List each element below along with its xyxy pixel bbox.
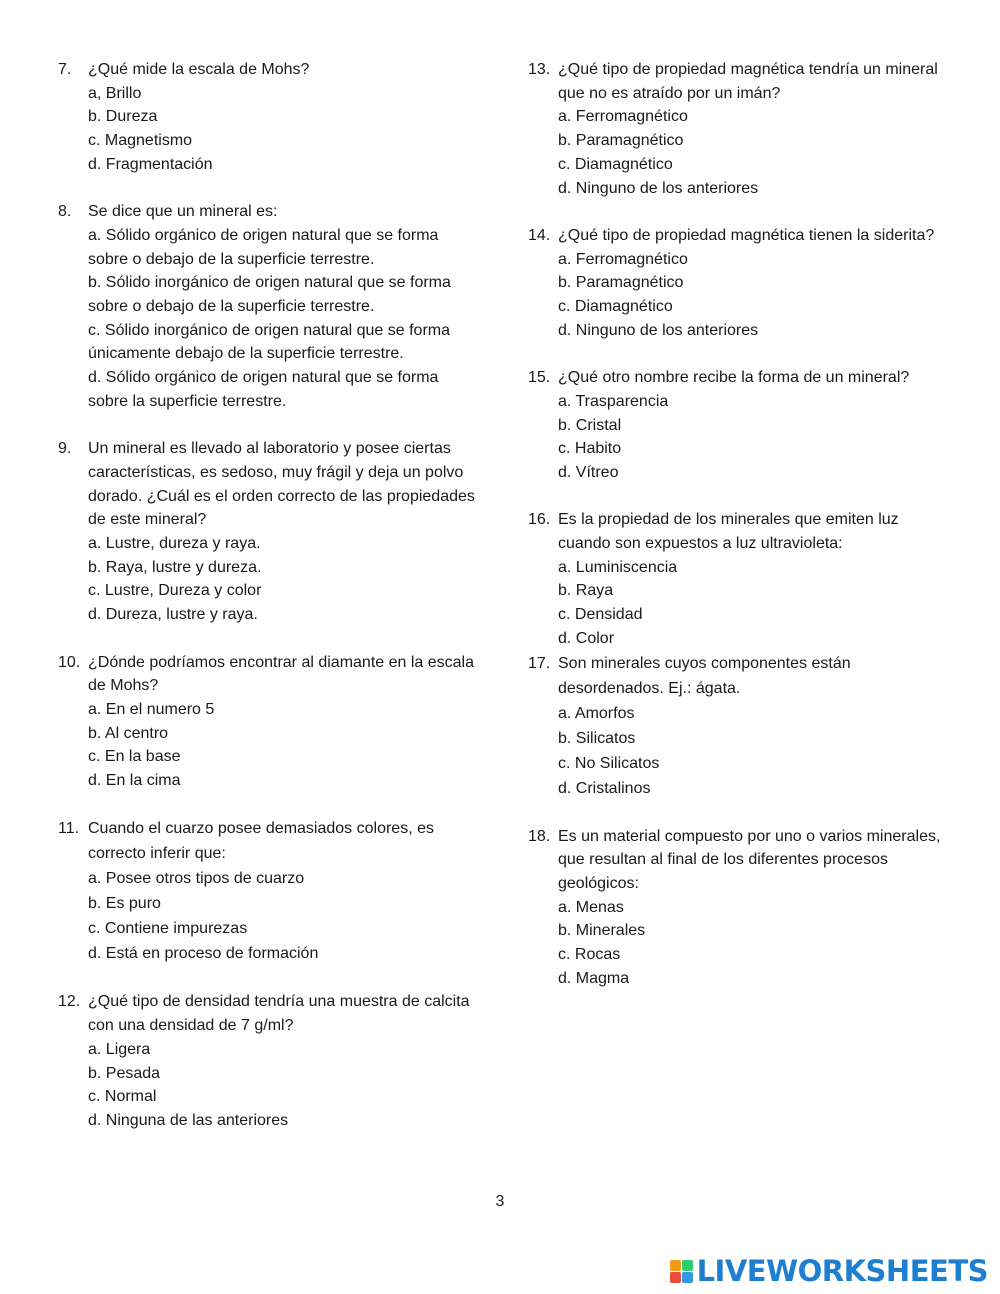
option-c[interactable]: c. Diamagnético <box>558 298 673 316</box>
question-text: Se dice que un mineral es: <box>88 203 278 221</box>
option-b[interactable]: b. Sólido inorgánico de origen natural que se forma sobre o debajo de la superficie terrestre. <box>88 274 451 316</box>
option-b[interactable]: b. Silicatos <box>558 729 636 747</box>
option-b[interactable]: b. Paramagnético <box>558 132 684 150</box>
option-a[interactable]: a. Ligera <box>88 1040 151 1058</box>
option-d[interactable]: d. Magma <box>558 969 630 987</box>
option-c[interactable]: c. Magnetismo <box>88 132 193 150</box>
question-text: ¿Qué tipo de propiedad magnética tienen la siderita? <box>558 226 935 244</box>
option-d[interactable]: d. Sólido orgánico de origen natural que se forma sobre la superficie terrestre. <box>88 369 439 410</box>
question-number: 14. <box>528 226 551 244</box>
option-a[interactable]: a. Amorfos <box>558 704 635 722</box>
option-b[interactable]: b. Pesada <box>88 1064 161 1082</box>
option-c[interactable]: c. Diamagnético <box>558 155 673 173</box>
question-14 <box>528 224 948 343</box>
logo-block <box>682 1260 693 1271</box>
option-a[interactable]: a. Sólido orgánico de origen natural que se forma sobre o debajo de la superficie terrestre. <box>88 226 439 268</box>
question-16 <box>528 508 948 650</box>
question-8 <box>58 200 478 413</box>
liveworksheets-logo[interactable] <box>670 1254 988 1288</box>
option-a[interactable]: a. Menas <box>558 898 624 916</box>
right-column <box>528 58 948 990</box>
question-text: Es un material compuesto por uno o varios minerales, que resultan al final de los diferentes procesos geológicos: <box>558 827 941 892</box>
question-number: 18. <box>528 827 551 845</box>
option-a[interactable]: a. Ferromagnético <box>558 250 688 268</box>
option-c[interactable]: c. Rocas <box>558 946 621 964</box>
option-d[interactable]: d. En la cima <box>88 772 181 790</box>
question-9 <box>58 437 478 627</box>
option-b[interactable]: b. Raya <box>558 582 614 600</box>
question-number: 17. <box>528 654 551 672</box>
logo-blocks-icon <box>670 1260 693 1283</box>
question-17 <box>528 651 948 801</box>
left-column <box>58 58 478 1133</box>
option-a[interactable]: a, Brillo <box>88 84 142 102</box>
option-c[interactable]: c. No Silicatos <box>558 754 660 772</box>
question-18 <box>528 825 948 991</box>
option-b[interactable]: b. Al centro <box>88 724 169 742</box>
option-c[interactable]: c. Normal <box>88 1088 157 1106</box>
option-b[interactable]: b. Es puro <box>88 895 161 913</box>
logo-block <box>682 1272 693 1283</box>
option-a[interactable]: a. Lustre, dureza y raya. <box>88 535 261 553</box>
question-text: ¿Qué tipo de densidad tendría una muestra de calcita con una densidad de 7 g/ml? <box>88 993 470 1035</box>
logo-block <box>670 1260 681 1271</box>
question-number: 15. <box>528 369 551 387</box>
question-number: 8. <box>58 203 72 221</box>
question-number: 12. <box>58 993 81 1011</box>
question-number: 13. <box>528 61 551 78</box>
option-d[interactable]: d. Ninguna de las anteriores <box>88 1111 289 1129</box>
question-10 <box>58 651 478 793</box>
option-b[interactable]: b. Cristal <box>558 416 622 434</box>
option-d[interactable]: d. Vítreo <box>558 463 619 481</box>
question-15 <box>528 366 948 485</box>
question-12 <box>58 990 478 1132</box>
option-a[interactable]: a. Luminiscencia <box>558 558 678 576</box>
option-d[interactable]: d. Ninguno de los anteriores <box>558 321 759 339</box>
question-number: 11. <box>58 820 80 838</box>
option-a[interactable]: a. Ferromagnético <box>558 108 688 126</box>
question-text: Es la propiedad de los minerales que emiten luz cuando son expuestos a luz ultravioleta: <box>558 511 899 553</box>
question-text: Cuando el cuarzo posee demasiados colores, es correcto inferir que: <box>88 820 434 863</box>
option-d[interactable]: d. Está en proceso de formación <box>88 945 319 963</box>
question-text: ¿Qué tipo de propiedad magnética tendría un mineral que no es atraído por un imán? <box>558 61 938 102</box>
option-c[interactable]: c. Contiene impurezas <box>88 920 248 938</box>
question-text: ¿Dónde podríamos encontrar al diamante en la escala de Mohs? <box>88 653 474 695</box>
question-number: 7. <box>58 61 72 78</box>
option-d[interactable]: d. Fragmentación <box>88 155 213 173</box>
question-number: 9. <box>58 440 72 458</box>
logo-text: LIVEWORKSHEETS <box>696 1254 988 1288</box>
option-c[interactable]: c. Sólido inorgánico de origen natural que se forma únicamente debajo de la superficie terrestre. <box>88 321 450 363</box>
option-c[interactable]: c. En la base <box>88 748 181 766</box>
page-number: 3 <box>495 1193 505 1210</box>
question-text: ¿Qué mide la escala de Mohs? <box>88 61 310 78</box>
logo-block <box>670 1272 681 1283</box>
option-a[interactable]: a. Posee otros tipos de cuarzo <box>88 870 305 888</box>
option-c[interactable]: c. Densidad <box>558 606 643 624</box>
option-b[interactable]: b. Raya, lustre y dureza. <box>88 558 262 576</box>
option-b[interactable]: b. Paramagnético <box>558 274 684 292</box>
question-13 <box>528 58 948 200</box>
option-d[interactable]: d. Ninguno de los anteriores <box>558 179 759 197</box>
option-b[interactable]: b. Minerales <box>558 922 646 940</box>
question-text: Un mineral es llevado al laboratorio y posee ciertas características, es sedoso, muy frágil y deja un polvo dorado. ¿Cuál es el orden correcto de las propiedades de este mineral? <box>88 440 475 529</box>
option-b[interactable]: b. Dureza <box>88 108 158 126</box>
option-c[interactable]: c. Lustre, Dureza y color <box>88 582 262 600</box>
question-text: Son minerales cuyos componentes están desordenados. Ej.: ágata. <box>558 654 851 697</box>
option-d[interactable]: d. Color <box>558 629 615 647</box>
question-number: 16. <box>528 511 551 529</box>
question-11 <box>58 816 478 966</box>
option-d[interactable]: d. Dureza, lustre y raya. <box>88 606 258 624</box>
question-number: 10. <box>58 653 81 671</box>
option-d[interactable]: d. Cristalinos <box>558 779 651 797</box>
option-a[interactable]: a. En el numero 5 <box>88 700 215 718</box>
question-7 <box>58 58 478 177</box>
question-text: ¿Qué otro nombre recibe la forma de un mineral? <box>558 369 910 387</box>
option-a[interactable]: a. Trasparencia <box>558 392 669 410</box>
option-c[interactable]: c. Habito <box>558 440 622 458</box>
